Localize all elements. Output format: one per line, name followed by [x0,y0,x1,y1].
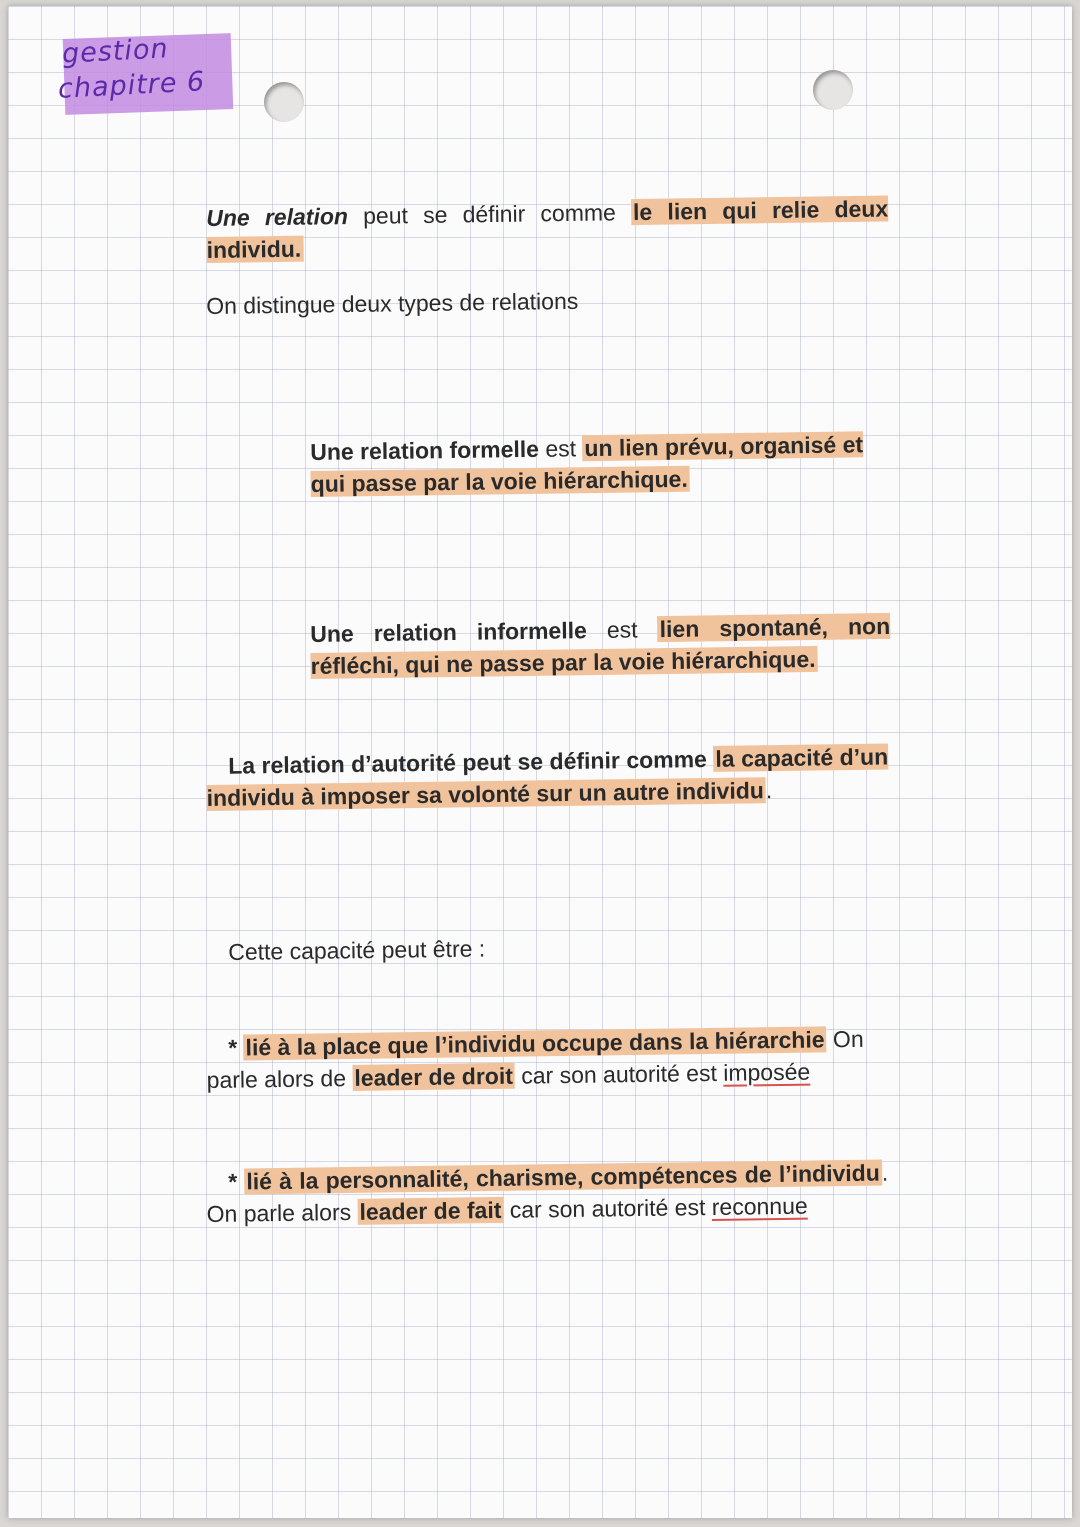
definition-relation: Une relation peut se définir comme le lien qui relie deux individu. [206,195,889,263]
underlined-imposee: imposée [723,1058,811,1086]
term-informelle: Une relation informelle [310,617,587,647]
term-autorite: La relation d’autorité peut se définir comme [228,746,708,779]
bullet-leader-fait: * lié à la personnalité, charisme, compétences de l’individu. On parle alors leader de fait car son autorité est reconnue [206,1159,889,1227]
underlined-reconnue: reconnue [711,1192,808,1220]
highlight-leader-fait: leader de fait [359,1196,502,1225]
highlight-hierarchie: lié à la place que l’individu occupe dans la hiérarchie [245,1026,825,1061]
bullet-leader-droit: * lié à la place que l’individu occupe dans la hiérarchie On parle alors de leader de droit car son autorité est imposée [206,1025,864,1093]
definition-formelle: Une relation formelle est un lien prévu, organisé et qui passe par la voie hiérarchique. [310,431,864,497]
header-subject: gestion [61,33,170,70]
highlight-informelle: lien spontané, non réfléchi, qui ne passe par la voie hiérarchique. [310,612,891,679]
term-formelle: Une relation formelle [310,435,540,465]
highlight-lien: le lien qui relie deux individu. [206,195,889,263]
punch-hole-right [813,70,853,110]
capacite-intro: Cette capacité peut être : [228,935,486,965]
punch-hole-left [264,82,304,122]
definition-autorite: La relation d’autorité peut se définir comme la capacité d’un individu à imposer sa volonté sur un autre individu. [206,743,889,811]
term-relation: Une relation [206,203,349,231]
notebook-page [8,6,1072,1518]
highlight-leader-droit: leader de droit [354,1062,514,1091]
intro-text: On distingue deux types de relations [206,287,579,319]
definition-informelle: Une relation informelle est lien spontané, non réfléchi, qui ne passe par la voie hiérarchique. [310,612,891,679]
highlight-formelle: un lien prévu, organisé et qui passe par la voie hiérarchique. [310,431,864,497]
highlight-personnalite: lié à la personnalité, charisme, compétences de l’individu [246,1159,880,1195]
header-chapter: chapitre 6 [57,66,206,105]
highlight-autorite: la capacité d’un individu à imposer sa volonté sur un autre individu [206,743,889,811]
